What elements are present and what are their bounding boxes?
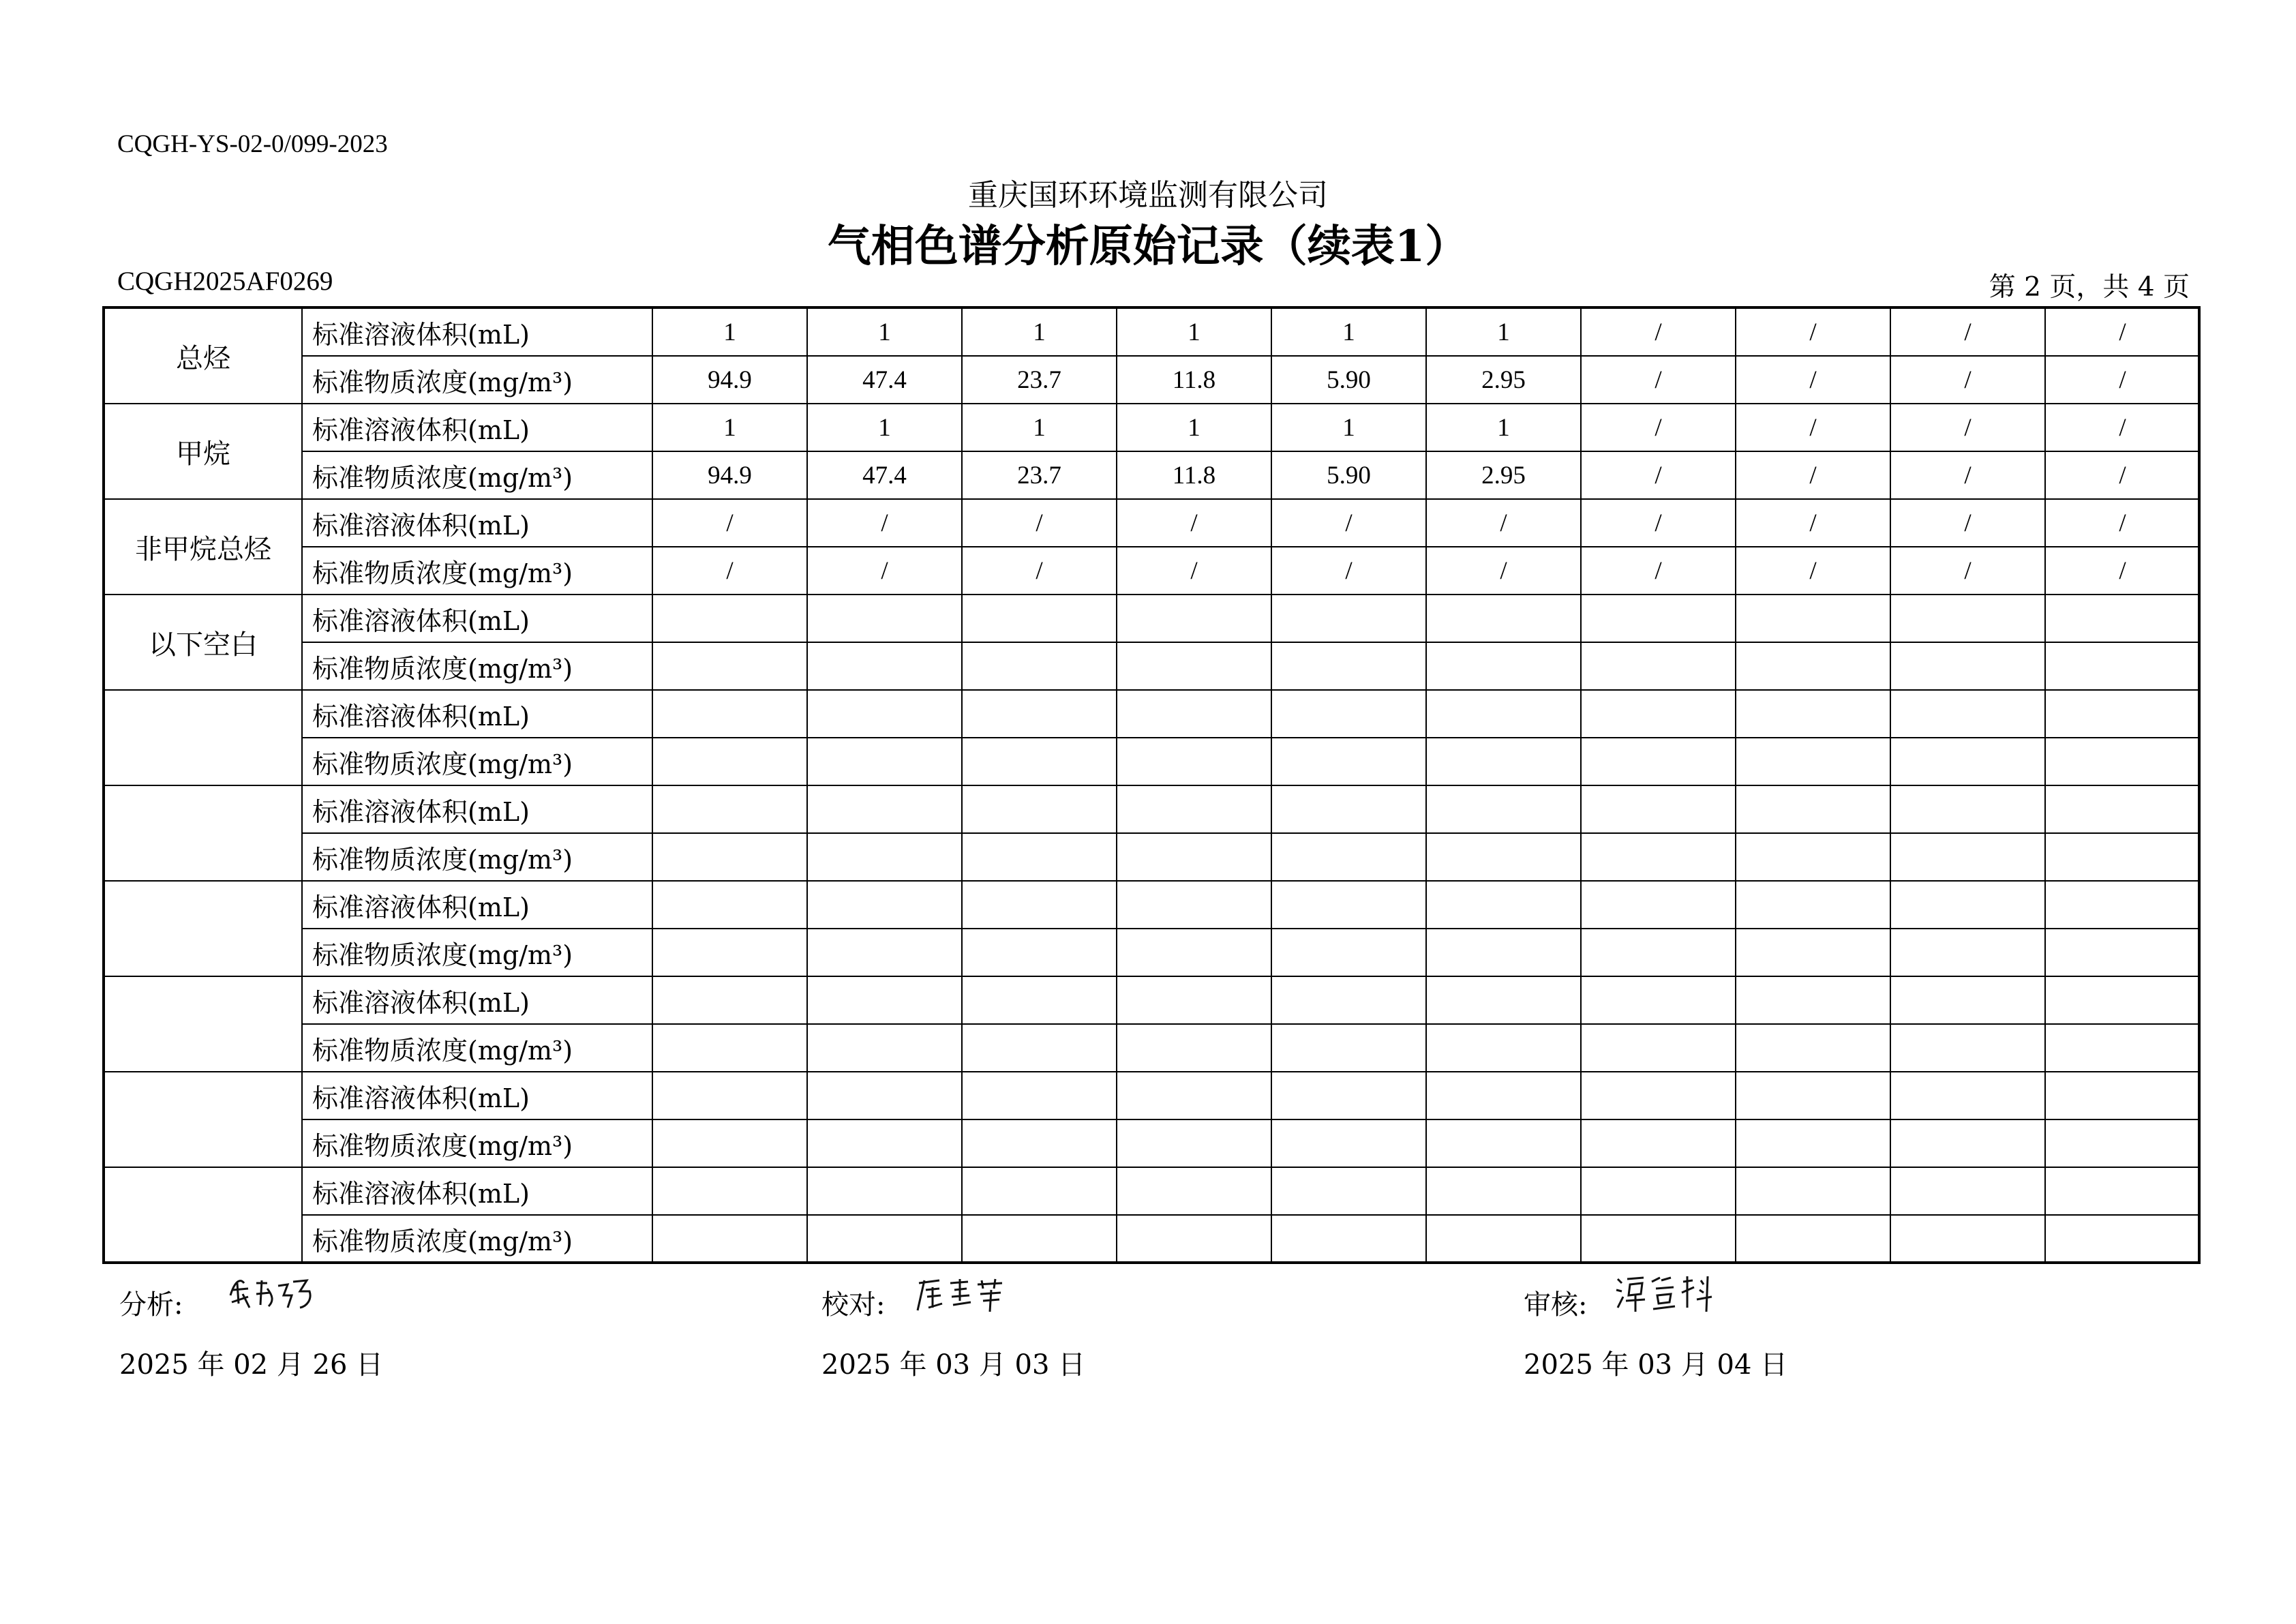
value-cell [1890, 738, 2045, 785]
value-cell [1426, 976, 1581, 1024]
value-cell [1426, 1167, 1581, 1215]
form-code: CQGH-YS-02-0/099-2023 [117, 130, 388, 158]
value-cell [1736, 738, 1890, 785]
value-cell: 11.8 [1117, 356, 1271, 404]
value-cell: / [652, 547, 807, 595]
value-cell [1271, 833, 1426, 881]
value-cell [1426, 1215, 1581, 1263]
table-row [104, 690, 2200, 738]
value-cell [1581, 833, 1736, 881]
value-cell [1581, 642, 1736, 690]
page-number: 第 2 页，共 4 页 [1989, 272, 2190, 303]
parameter-label-cell: 标准溶液体积(mL) [302, 308, 652, 356]
value-cell [1890, 595, 2045, 642]
value-cell [962, 929, 1117, 976]
value-cell [1271, 738, 1426, 785]
value-cell [1426, 785, 1581, 833]
value-cell: / [1117, 499, 1271, 547]
component-name-cell [104, 1072, 302, 1167]
value-cell [1890, 1167, 2045, 1215]
parameter-label-cell: 标准溶液体积(mL) [302, 881, 652, 929]
value-cell [1581, 1024, 1736, 1072]
value-cell: 2.95 [1426, 356, 1581, 404]
parameter-label-cell: 标准溶液体积(mL) [302, 976, 652, 1024]
value-cell: / [1581, 308, 1736, 356]
value-cell [1581, 1215, 1736, 1263]
value-cell [962, 881, 1117, 929]
value-cell [1117, 785, 1271, 833]
table-row [104, 833, 2200, 881]
value-cell [1890, 642, 2045, 690]
value-cell: / [1890, 356, 2045, 404]
value-cell [962, 976, 1117, 1024]
value-cell [1271, 595, 1426, 642]
value-cell [807, 1072, 962, 1119]
parameter-label-cell: 标准溶液体积(mL) [302, 1072, 652, 1119]
table-row [104, 785, 2200, 833]
component-name-cell: 以下空白 [104, 595, 302, 690]
value-cell [1581, 929, 1736, 976]
value-cell: 47.4 [807, 356, 962, 404]
value-cell [1117, 1072, 1271, 1119]
value-cell: 1 [962, 308, 1117, 356]
value-cell [1890, 1215, 2045, 1263]
value-cell [2045, 595, 2200, 642]
value-cell [1581, 976, 1736, 1024]
parameter-label-cell: 标准溶液体积(mL) [302, 785, 652, 833]
value-cell: 23.7 [962, 451, 1117, 499]
value-cell [1271, 976, 1426, 1024]
value-cell [807, 1024, 962, 1072]
value-cell [962, 1167, 1117, 1215]
value-cell [807, 881, 962, 929]
value-cell [2045, 833, 2200, 881]
value-cell [1426, 738, 1581, 785]
value-cell: / [1426, 547, 1581, 595]
value-cell: / [1736, 404, 1890, 451]
value-cell: / [652, 499, 807, 547]
table-row [104, 1167, 2200, 1215]
value-cell: / [2045, 547, 2200, 595]
component-name-cell [104, 1167, 302, 1263]
value-cell [962, 738, 1117, 785]
value-cell [1581, 881, 1736, 929]
value-cell [807, 976, 962, 1024]
value-cell: 2.95 [1426, 451, 1581, 499]
value-cell: / [1736, 308, 1890, 356]
parameter-label-cell: 标准物质浓度(mg/m³) [302, 738, 652, 785]
value-cell: / [1890, 547, 2045, 595]
value-cell [2045, 1215, 2200, 1263]
value-cell [1117, 642, 1271, 690]
value-cell [2045, 738, 2200, 785]
value-cell [652, 1215, 807, 1263]
value-cell [807, 785, 962, 833]
check-signature [912, 1263, 1014, 1317]
value-cell: / [1736, 451, 1890, 499]
value-cell [962, 690, 1117, 738]
value-cell [652, 881, 807, 929]
value-cell: / [1581, 499, 1736, 547]
table-row [104, 929, 2200, 976]
value-cell: 1 [652, 308, 807, 356]
component-name-cell [104, 785, 302, 881]
value-cell: / [1581, 356, 1736, 404]
value-cell: / [807, 547, 962, 595]
value-cell [2045, 785, 2200, 833]
review-date: 2025 年 03 月 04 日 [1524, 1349, 1788, 1381]
value-cell [652, 595, 807, 642]
value-cell: 1 [1426, 308, 1581, 356]
value-cell: 1 [807, 308, 962, 356]
value-cell [962, 1024, 1117, 1072]
table-row [104, 1215, 2200, 1263]
parameter-label-cell: 标准物质浓度(mg/m³) [302, 1024, 652, 1072]
value-cell: / [807, 499, 962, 547]
value-cell [1271, 929, 1426, 976]
page-title: 气相色谱分析原始记录（续表1） [827, 221, 1469, 272]
value-cell: 1 [1271, 404, 1426, 451]
value-cell [807, 1119, 962, 1167]
table-row [104, 356, 2200, 404]
value-cell [1736, 1215, 1890, 1263]
value-cell [1890, 881, 2045, 929]
value-cell: 23.7 [962, 356, 1117, 404]
value-cell: 1 [652, 404, 807, 451]
value-cell: / [2045, 356, 2200, 404]
value-cell [1271, 1024, 1426, 1072]
value-cell [807, 690, 962, 738]
component-name-cell [104, 881, 302, 976]
value-cell [807, 929, 962, 976]
table-row [104, 404, 2200, 451]
parameter-label-cell: 标准物质浓度(mg/m³) [302, 642, 652, 690]
value-cell [1736, 1072, 1890, 1119]
value-cell [1117, 976, 1271, 1024]
value-cell [1890, 1119, 2045, 1167]
table-row [104, 1072, 2200, 1119]
value-cell [807, 1215, 962, 1263]
table-row [104, 451, 2200, 499]
check-label: 校对: [821, 1289, 886, 1321]
value-cell [1581, 1072, 1736, 1119]
parameter-label-cell: 标准物质浓度(mg/m³) [302, 356, 652, 404]
value-cell [2045, 929, 2200, 976]
value-cell [1736, 881, 1890, 929]
value-cell: / [2045, 451, 2200, 499]
value-cell [1426, 833, 1581, 881]
table-row [104, 642, 2200, 690]
value-cell: / [962, 499, 1117, 547]
value-cell [652, 1167, 807, 1215]
value-cell [2045, 1119, 2200, 1167]
table-body [104, 308, 2200, 1263]
value-cell [1736, 690, 1890, 738]
value-cell [1271, 1167, 1426, 1215]
value-cell [1581, 785, 1736, 833]
value-cell: / [1271, 547, 1426, 595]
value-cell [1117, 1215, 1271, 1263]
value-cell: 1 [1426, 404, 1581, 451]
value-cell [652, 1024, 807, 1072]
parameter-label-cell: 标准物质浓度(mg/m³) [302, 833, 652, 881]
value-cell [1117, 690, 1271, 738]
value-cell: / [1736, 356, 1890, 404]
value-cell [1117, 595, 1271, 642]
value-cell [1426, 595, 1581, 642]
value-cell [1581, 738, 1736, 785]
value-cell [1426, 1024, 1581, 1072]
table-row [104, 308, 2200, 356]
parameter-label-cell: 标准溶液体积(mL) [302, 404, 652, 451]
value-cell [1426, 1119, 1581, 1167]
value-cell [807, 738, 962, 785]
value-cell: / [1581, 404, 1736, 451]
table-row [104, 1024, 2200, 1072]
value-cell [807, 595, 962, 642]
value-cell: 1 [1117, 308, 1271, 356]
component-name-cell [104, 976, 302, 1072]
value-cell [807, 642, 962, 690]
value-cell: 1 [962, 404, 1117, 451]
value-cell [962, 833, 1117, 881]
value-cell [1890, 833, 2045, 881]
value-cell: / [2045, 499, 2200, 547]
table-row [104, 738, 2200, 785]
value-cell [1117, 1167, 1271, 1215]
value-cell: 1 [1117, 404, 1271, 451]
value-cell [1271, 785, 1426, 833]
component-name-cell: 非甲烷总烃 [104, 499, 302, 595]
parameter-label-cell: 标准溶液体积(mL) [302, 1167, 652, 1215]
parameter-label-cell: 标准溶液体积(mL) [302, 690, 652, 738]
value-cell [1890, 690, 2045, 738]
value-cell [1271, 690, 1426, 738]
record-number: CQGH2025AF0269 [117, 267, 333, 296]
value-cell [652, 833, 807, 881]
value-cell [1736, 1167, 1890, 1215]
value-cell [1890, 976, 2045, 1024]
value-cell [652, 976, 807, 1024]
value-cell [1271, 1215, 1426, 1263]
value-cell [1890, 1072, 2045, 1119]
value-cell: 5.90 [1271, 356, 1426, 404]
value-cell [1736, 833, 1890, 881]
value-cell [1581, 595, 1736, 642]
parameter-label-cell: 标准溶液体积(mL) [302, 595, 652, 642]
calibration-table [104, 307, 2201, 1263]
value-cell [1890, 785, 2045, 833]
value-cell [1736, 785, 1890, 833]
review-signature [1612, 1263, 1715, 1317]
table-row [104, 595, 2200, 642]
value-cell [1736, 642, 1890, 690]
component-name-cell: 甲烷 [104, 404, 302, 499]
value-cell [807, 1167, 962, 1215]
table-row [104, 1119, 2200, 1167]
value-cell [1117, 1024, 1271, 1072]
value-cell: / [1890, 451, 2045, 499]
value-cell [2045, 1024, 2200, 1072]
parameter-label-cell: 标准物质浓度(mg/m³) [302, 547, 652, 595]
value-cell [2045, 642, 2200, 690]
analysis-date: 2025 年 02 月 26 日 [119, 1349, 384, 1381]
value-cell [652, 1072, 807, 1119]
value-cell [962, 1119, 1117, 1167]
value-cell [962, 642, 1117, 690]
review-label: 审核: [1524, 1289, 1588, 1321]
value-cell [1890, 1024, 2045, 1072]
table-row [104, 499, 2200, 547]
value-cell [807, 833, 962, 881]
parameter-label-cell: 标准物质浓度(mg/m³) [302, 451, 652, 499]
value-cell [1736, 595, 1890, 642]
component-name-cell: 总烃 [104, 308, 302, 404]
value-cell: / [1117, 547, 1271, 595]
value-cell [2045, 690, 2200, 738]
component-name-cell [104, 690, 302, 785]
value-cell: 94.9 [652, 451, 807, 499]
parameter-label-cell: 标准物质浓度(mg/m³) [302, 929, 652, 976]
value-cell [1426, 881, 1581, 929]
value-cell [1271, 1072, 1426, 1119]
value-cell [2045, 1167, 2200, 1215]
value-cell: / [1581, 547, 1736, 595]
value-cell [1736, 929, 1890, 976]
value-cell [1271, 881, 1426, 929]
value-cell: 94.9 [652, 356, 807, 404]
value-cell [1426, 1072, 1581, 1119]
value-cell [1736, 1119, 1890, 1167]
value-cell [1581, 1119, 1736, 1167]
value-cell [652, 738, 807, 785]
value-cell [1736, 976, 1890, 1024]
value-cell [962, 1072, 1117, 1119]
value-cell [1117, 1119, 1271, 1167]
value-cell [2045, 1072, 2200, 1119]
analysis-label: 分析: [119, 1289, 183, 1321]
value-cell: / [1736, 499, 1890, 547]
analysis-signature [225, 1263, 317, 1317]
value-cell [652, 690, 807, 738]
check-date: 2025 年 03 月 03 日 [821, 1349, 1086, 1381]
value-cell [1426, 690, 1581, 738]
value-cell [652, 1119, 807, 1167]
value-cell: 11.8 [1117, 451, 1271, 499]
table-row [104, 547, 2200, 595]
table-row [104, 881, 2200, 929]
value-cell: / [1890, 499, 2045, 547]
value-cell: / [1890, 404, 2045, 451]
value-cell [2045, 881, 2200, 929]
value-cell [2045, 976, 2200, 1024]
company-name: 重庆国环环境监测有限公司 [968, 178, 1328, 213]
value-cell [1271, 642, 1426, 690]
value-cell: / [1736, 547, 1890, 595]
value-cell [652, 642, 807, 690]
value-cell [1117, 738, 1271, 785]
value-cell: 5.90 [1271, 451, 1426, 499]
value-cell: / [962, 547, 1117, 595]
value-cell [1581, 690, 1736, 738]
value-cell [652, 785, 807, 833]
value-cell [652, 929, 807, 976]
value-cell [1117, 833, 1271, 881]
value-cell [1426, 929, 1581, 976]
parameter-label-cell: 标准溶液体积(mL) [302, 499, 652, 547]
value-cell: / [2045, 308, 2200, 356]
value-cell: / [2045, 404, 2200, 451]
value-cell [1736, 1024, 1890, 1072]
value-cell [962, 785, 1117, 833]
value-cell [1426, 642, 1581, 690]
value-cell: / [1581, 451, 1736, 499]
value-cell: / [1890, 308, 2045, 356]
parameter-label-cell: 标准物质浓度(mg/m³) [302, 1215, 652, 1263]
value-cell: 1 [807, 404, 962, 451]
value-cell: / [1426, 499, 1581, 547]
value-cell: 1 [1271, 308, 1426, 356]
parameter-label-cell: 标准物质浓度(mg/m³) [302, 1119, 652, 1167]
value-cell [1581, 1167, 1736, 1215]
value-cell [1117, 881, 1271, 929]
value-cell: 47.4 [807, 451, 962, 499]
value-cell [1271, 1119, 1426, 1167]
value-cell [962, 595, 1117, 642]
value-cell [1890, 929, 2045, 976]
value-cell [962, 1215, 1117, 1263]
table-row [104, 976, 2200, 1024]
value-cell: / [1271, 499, 1426, 547]
value-cell [1117, 929, 1271, 976]
